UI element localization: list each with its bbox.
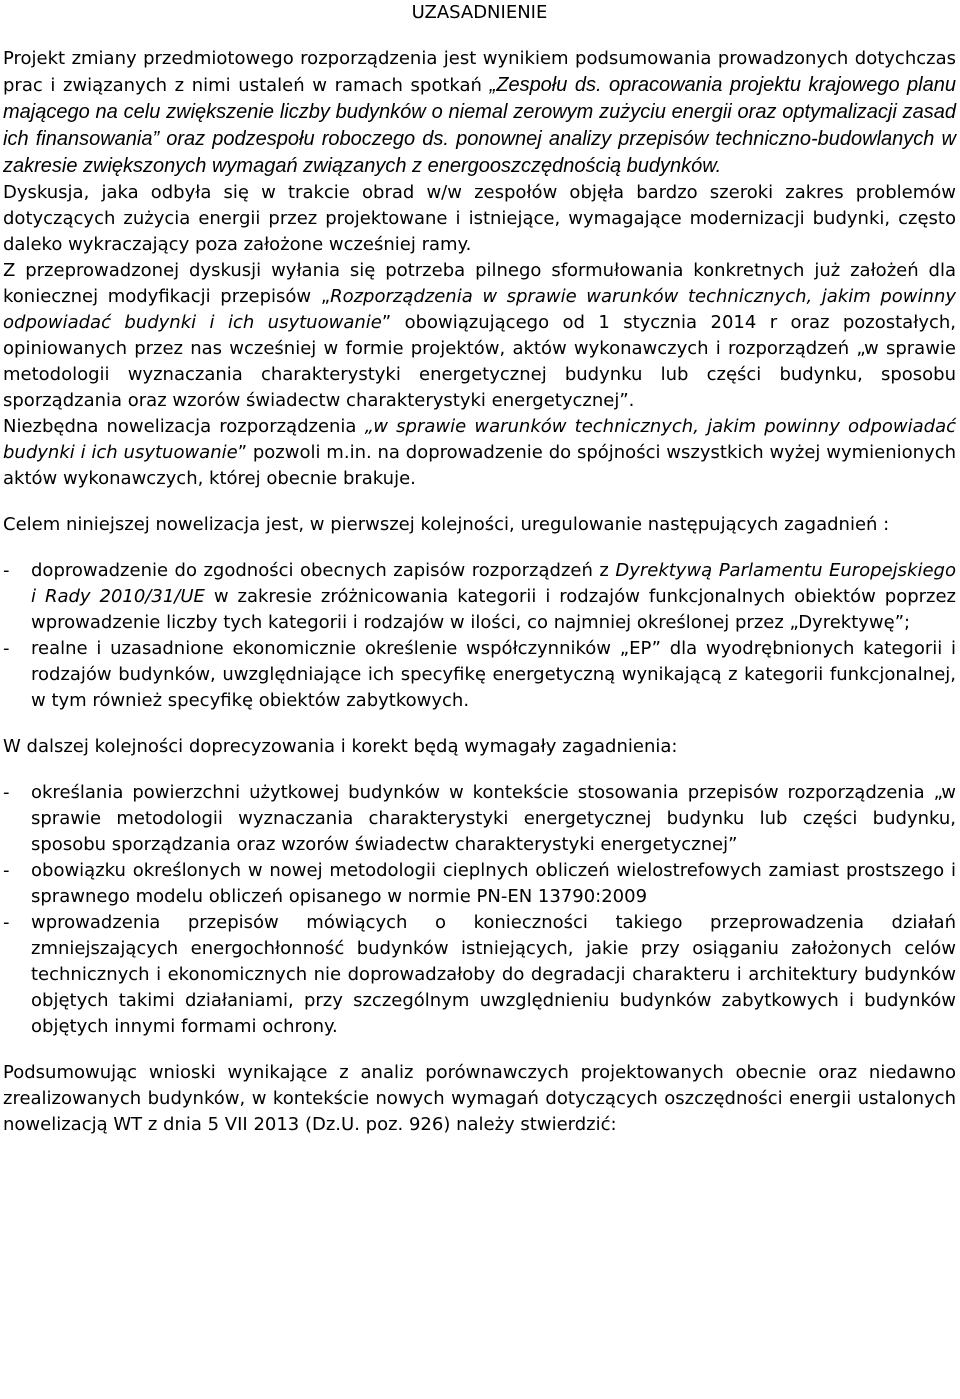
regulation-title-italic: Rozporządzenia w sprawie warunków technicznych, jakim powinny odpowiadać budynki i ich usytuowanie — [3, 286, 956, 333]
directive-name-italic: Dyrektywą Parlamentu Europejskiego i Rady 2010/31/UE — [31, 560, 956, 607]
paragraph-amendment-text-1: Niezbędna nowelizacja rozporządzenia — [3, 416, 365, 437]
paragraph-need-text-2: ” obowiązującego od 1 stycznia 2014 r oraz pozostałych, opiniowanych przez nas wcześniej w formie projektów, aktów wykonawczych i rozporządzeń „w sprawie metodologii wyznaczania charakterystyki energetycznej budynku lub części budynku, sposobu sporządzania oraz wzorów świadectw charakterystyki energetycznej”. — [3, 312, 956, 411]
list-item — [3, 858, 956, 910]
regulation-title-italic-2: „w sprawie warunków technicznych, jakim powinny odpowiadać budynki i ich usytuowanie — [3, 416, 956, 463]
paragraph-intro — [3, 46, 956, 180]
paragraph-summary: Podsumowując wnioski wynikające z analiz porównawczych projektowanych obecnie oraz niedawno zrealizowanych budynków, w kontekście nowych wymagań dotyczących oszczędności energii ustalonych nowelizacją WT z dnia 5 VII 2013 (Dz.U. poz. 926) należy stwierdzić: — [3, 1062, 956, 1135]
paragraph-discussion: Dyskusja, jaka odbyła się w trakcie obrad w/w zespołów objęła bardzo szeroki zakres problemów dotyczących zużycia energii przez projektowane i istniejące, wymagające modernizacji budynki, często daleko wykraczający poza założone wcześniej ramy. — [3, 182, 956, 255]
spacer — [3, 760, 956, 780]
list-dash: - — [3, 860, 10, 881]
paragraph-amendment-text-2: ” pozwoli m.in. na doprowadzenie do spójności wszystkich wyżej wymienionych aktów wykonawczych, której obecnie brakuje. — [3, 442, 956, 489]
paragraph-intro-text: Projekt zmiany przedmiotowego rozporządzenia jest wynikiem podsumowania prowadzonych dotychczas prac i związanych z nimi ustaleń w ramach spotkań — [3, 48, 956, 96]
spacer — [3, 538, 956, 558]
list-item — [3, 636, 956, 714]
list-item-text-2: w zakresie zróżnicowania kategorii i rodzajów funkcjonalnych obiektów poprzez wprowadzenie liczby tych kategorii i rodzajów w ilości, co najmniej określonej przez „Dyrektywę”; — [31, 586, 957, 633]
document-page — [3, 0, 956, 1138]
list-item-text: realne i uzasadnione ekonomicznie określenie współczynników „EP” dla wyodrębnionych kategorii i rodzajów budynków, uwzględniające ich specyfikę energetyczną wynikającą z kategorii funkcjonalnej, w tym również specyfikę obiektów zabytkowych. — [31, 638, 956, 711]
list-dash: - — [3, 638, 10, 659]
list-dash: - — [3, 912, 10, 933]
list-item-text-1: doprowadzenie do zgodności obecnych zapisów rozporządzeń z — [31, 560, 616, 581]
spacer — [3, 1040, 956, 1060]
paragraph-further: W dalszej kolejności doprecyzowania i korekt będą wymagały zagadnienia: — [3, 736, 678, 757]
paragraph-goal: Celem niniejszej nowelizacja jest, w pierwszej kolejności, uregulowanie następujących zagadnień : — [3, 514, 890, 535]
paragraph-need — [3, 258, 956, 414]
paragraph-need-text-1: Z przeprowadzonej dyskusji wyłania się potrzeba pilnego sformułowania konkretnych już założeń dla koniecznej modyfikacji przepisów „ — [3, 260, 956, 307]
list-dash: - — [3, 560, 10, 581]
list-item — [3, 558, 956, 636]
spacer — [3, 714, 956, 734]
list-item — [3, 780, 956, 858]
team-name-italic: „Zespołu ds. opracowania projektu krajowego planu mającego na celu zwiększenie liczby budynków o niemal zerowym zużyciu energii oraz optymalizacji zasad ich finansowania” oraz podzespołu roboczego ds. ponownej analizy przepisów techniczno-budowlanych w zakresie zwiększonych wymagań związanych z energooszczędnością budynków. — [3, 74, 956, 177]
list-dash: - — [3, 782, 10, 803]
list-item-text: określania powierzchni użytkowej budynków w kontekście stosowania przepisów rozporządzenia „w sprawie metodologii wyznaczania charakterystyki energetycznej budynku lub części budynku, sposobu sporządzania oraz wzorów świadectw charakterystyki energetycznej” — [31, 782, 956, 855]
list-item — [3, 910, 956, 1040]
further-list — [3, 780, 956, 1040]
spacer — [3, 492, 956, 512]
goal-list — [3, 558, 956, 714]
page-title: UZASADNIENIE — [411, 2, 548, 23]
list-item-text: wprowadzenia przepisów mówiących o konieczności takiego przeprowadzenia działań zmniejszających energochłonność budynków istniejących, jakie przy osiąganiu założonych celów technicznych i ekonomicznych nie doprowadzałoby do degradacji charakteru i architektury budynków objętych takimi działaniami, przy szczególnym uwzględnieniu budynków zabytkowych i budynków objętych innymi formami ochrony. — [31, 912, 956, 1037]
list-item-text: obowiązku określonych w nowej metodologii cieplnych obliczeń wielostrefowych zamiast prostszego i sprawnego modelu obliczeń opisanego w normie PN-EN 13790:2009 — [31, 860, 956, 907]
paragraph-amendment — [3, 414, 956, 492]
